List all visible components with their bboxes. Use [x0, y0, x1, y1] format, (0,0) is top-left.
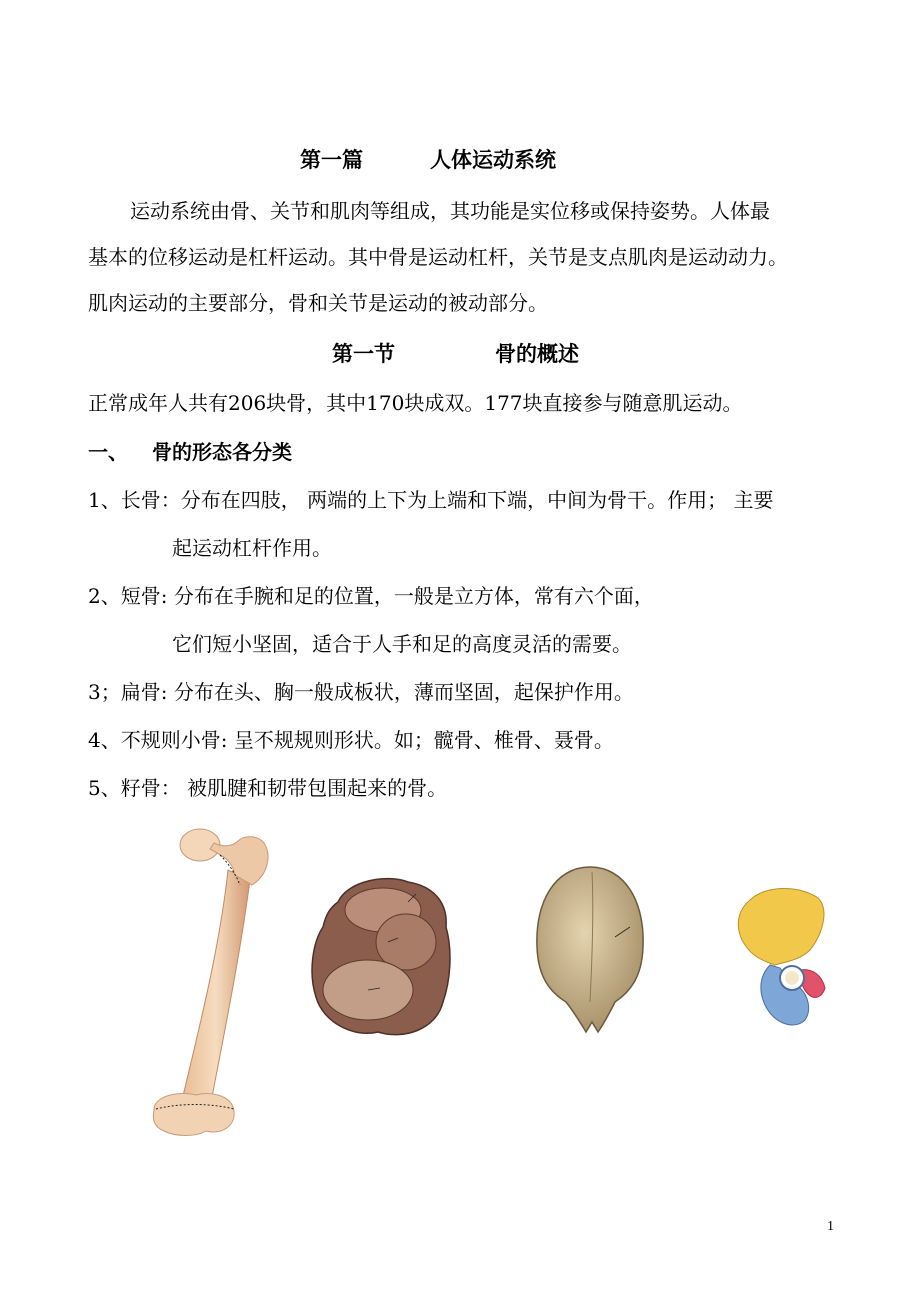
- hip-bone-illustration: [730, 880, 840, 1035]
- intro-line-3: 肌肉运动的主要部分，骨和关节是运动的被动部分。: [88, 291, 548, 315]
- item-2-line-1: 2、短骨: 分布在手腕和足的位置，一般是立方体，常有六个面，: [88, 584, 654, 608]
- item-2-line-2: 它们短小坚固，适合于人手和足的高度灵活的需要。: [172, 632, 632, 656]
- item-1-line-1: 1、长骨：分布在四肢， 两端的上下为上端和下端，中间为骨干。作用； 主要: [88, 488, 774, 512]
- intro-line-1: 运动系统由骨、关节和肌肉等组成，其功能是实位移或保持姿势。人体最: [130, 199, 770, 223]
- item-5-line-1: 5、籽骨： 被肌腱和韧带包围起来的骨。: [88, 776, 448, 800]
- part-label: 第一篇: [300, 147, 363, 172]
- subheading-text: 骨的形态各分类: [152, 440, 292, 464]
- femur-illustration: [140, 825, 280, 1145]
- section-number: 第一节: [332, 341, 395, 366]
- page-number: 1: [827, 1219, 834, 1234]
- item-4-line-1: 4、不规则小骨: 呈不规规则形状。如；髋骨、椎骨、聂骨。: [88, 728, 614, 752]
- short-bone-illustration: [308, 872, 458, 1042]
- skull-illustration: [530, 862, 650, 1037]
- bone-illustrations: [0, 820, 920, 1150]
- section-title: 骨的概述: [495, 341, 579, 366]
- intro-line-2: 基本的位移运动是杠杆运动。其中骨是运动杠杆，关节是支点肌肉是运动动力。: [88, 245, 788, 269]
- item-3-line-1: 3；扁骨: 分布在头、胸一般成板状，薄而坚固，起保护作用。: [88, 680, 634, 704]
- item-1-line-2: 起运动杠杆作用。: [172, 536, 332, 560]
- page-title: 人体运动系统: [430, 147, 556, 172]
- summary-text: 正常成年人共有206块骨，其中170块成双。177块直接参与随意肌运动。: [88, 391, 743, 415]
- subheading-number: 一、: [88, 440, 128, 464]
